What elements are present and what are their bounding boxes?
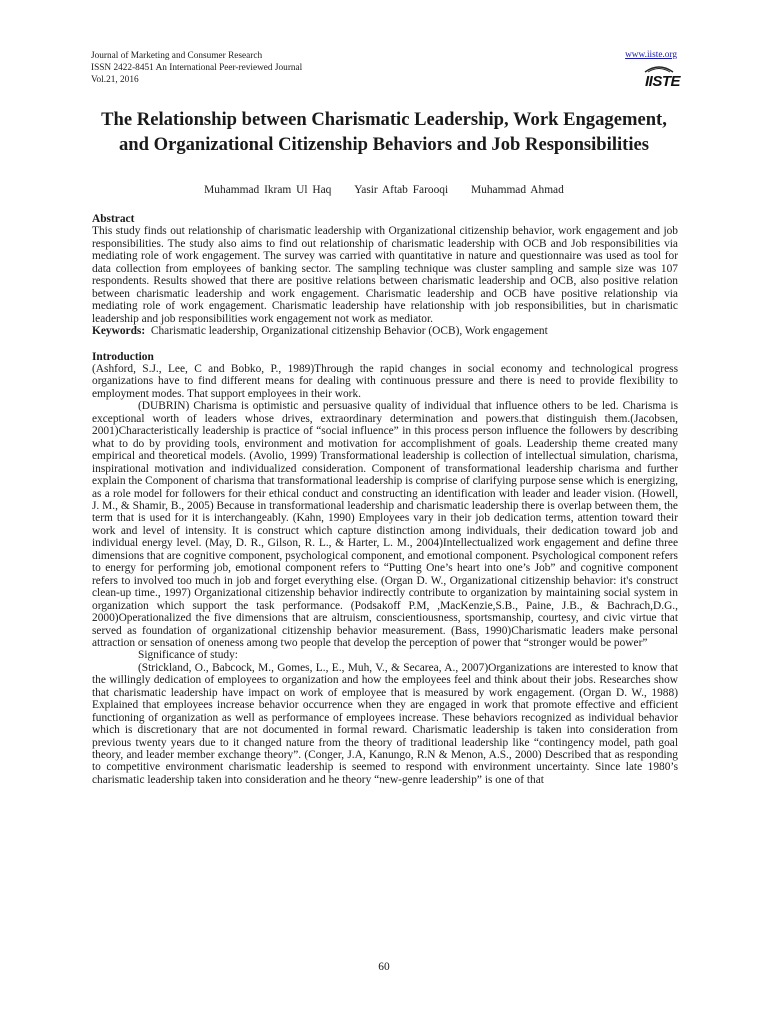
page-number: 60 — [378, 961, 390, 973]
paper-title: The Relationship between Charismatic Leadership, Work Engagement, and Organizational Citizenship Behaviors and Job Responsibilities — [101, 109, 667, 155]
journal-url-link[interactable]: www.iiste.org — [625, 50, 677, 60]
author-name: Yasir Aftab Farooqi — [354, 184, 449, 196]
keywords-text: Charismatic leadership, Organizational citizenship Behavior (OCB), Work engagement — [150, 325, 548, 338]
intro-paragraph: (Ashford, S.J., Lee, C and Bobko, P., 1989)Through the rapid changes in social economy and technological progress organizations have to find different means for dealing with continuous pressure and there is need to provide flexibility to employment modes. That support employees in their work. — [92, 362, 678, 400]
iiste-logo — [643, 64, 681, 90]
author-list — [88, 184, 680, 196]
keywords-label: Keywords: — [92, 325, 146, 338]
introduction-heading: Introduction — [92, 350, 154, 363]
journal-issn: ISSN 2422-8451 An International Peer-reviewed Journal — [91, 63, 303, 74]
abstract-heading: Abstract — [92, 213, 135, 225]
logo-lettering: IISTE — [645, 73, 681, 90]
paper-body — [92, 213, 678, 786]
significance-heading: Significance of study: — [138, 649, 238, 662]
journal-name: Journal of Marketing and Consumer Research — [91, 51, 263, 61]
journal-header — [91, 50, 681, 95]
intro-paragraph: (DUBRIN) Charisma is optimistic and persuasive quality of individual that influence others to be led. Charisma is exceptional worth of leaders whose drives, extraordinary determination and powers.that distinguish them.(Jacobsen, 2001)Characteristically leadership is practice of “social influence” in this process person influence the followers by describing what to do by providing tools, environment and motivation for accomplishment of goals. Leadership theme created many empirical and theoretical models. (Avolio, 1999) Transformational leadership is collection of intellectual simulation, charisma, inspirational motivation and individualized consideration. Component of transformational leadership charisma and further explain the Component of charisma that transformational leadership is comprise of clarifying purpose sense which is energizing, as a role model for followers for their ethical conduct and constructing an identification with leader and leader vision. (Howell, J. M., & Shamir, B., 2005) Because in transformational leadership and charismatic leadership there is overlap between them, the term that is used for it is interchangeably. (Kahn, 1990) Employees vary in their job dedication terms, attention toward their work and level of intensity. It is construct which capture distinction among individuals, their dedication toward job and individual energy level. (May, D. R., Gilson, R. L., & Harter, L. M., 2004)Intellectualized work engagement and define three dimensions that are cognitive component, psychological component, and emotional component. Psychological component refers to energy for performing job, emotional component refers to “Putting One’s heart into one’s Job” and cognitive component refers to involved too much in job and forget everything else. (Organ D. W., Organizational citizenship behavior: it's construct clean-up time., 1997) Organizational citizenship behavior indirectly contribute to organization by maintaining social system in organization which support the task performance. (Podsakoff P.M, ,MacKenzie,S.B., Paine, J.B., & Bachrach,D.G., 2000)Operationalized the five dimensions that are altruism, conscientiousness, sportsmanship, courtesy, and civic virtue that served as foundation of organizational citizenship behavior measurement. (Bass, 1990)Charismatic leaders make personal attraction or sensation of oneness among two people that develop the perception of power that “stronger would be power” — [92, 400, 678, 649]
journal-volume: Vol.21, 2016 — [91, 75, 139, 86]
significance-paragraph: (Strickland, O., Babcock, M., Gomes, L., E., Muh, V., & Secarea, A., 2007)Organizations are interested to know that the willingly dedication of employees to organization and how the employees feel and think about their jobs. Researches show that charismatic leadership have impact on work of employee that is measured by work engagement. (Organ D. W., 1988) Explained that employees increase behavior occurrence when they are engaged in work that promote effective and efficient functioning of organization as well as performance of employees increase. These behaviors recognized as individual behavior which is discretionary that are not documented in formal reward. Charismatic leadership is taken into consideration from previous twenty years due to it changed nature from the theory of traditional leadership like “contingency model, path goal theory, and leader member exchange theory”. (Conger, J.A, Kanungo, R.N & Menon, A.S., 2000) Described that as responding to competitive environment charismatic leadership is seemed to respond with environment uncertainty. Since late 1980’s charismatic leadership taken into consideration and he theory “new-genre leadership” is one of that — [92, 661, 678, 786]
abstract-text: This study finds out relationship of charismatic leadership with Organizational citizenship behavior, work engagement and job responsibilities. The study also aims to find out relationship of charismatic leadership with OCB and Job responsibilities via mediating role of work engagement. The survey was carried with quantitative in nature and questionnaire was used as tool for data collection from employees of banking sector. The sampling technique was cluster sampling and sample size was 107 respondents. Results showed that there are positive relations between charismatic leadership and OCB, also positive relation between charismatic leadership and work engagement. Charismatic leadership and OCB have positive relationship via mediating role of work engagement. Charismatic leadership have relationship with job responsibilities, but in charismatic leadership and job responsibilities work engagement not work as mediator. — [92, 225, 678, 325]
author-name: Muhammad Ahmad — [471, 184, 564, 196]
author-name: Muhammad Ikram Ul Haq — [204, 184, 332, 196]
keywords-line — [92, 325, 678, 337]
